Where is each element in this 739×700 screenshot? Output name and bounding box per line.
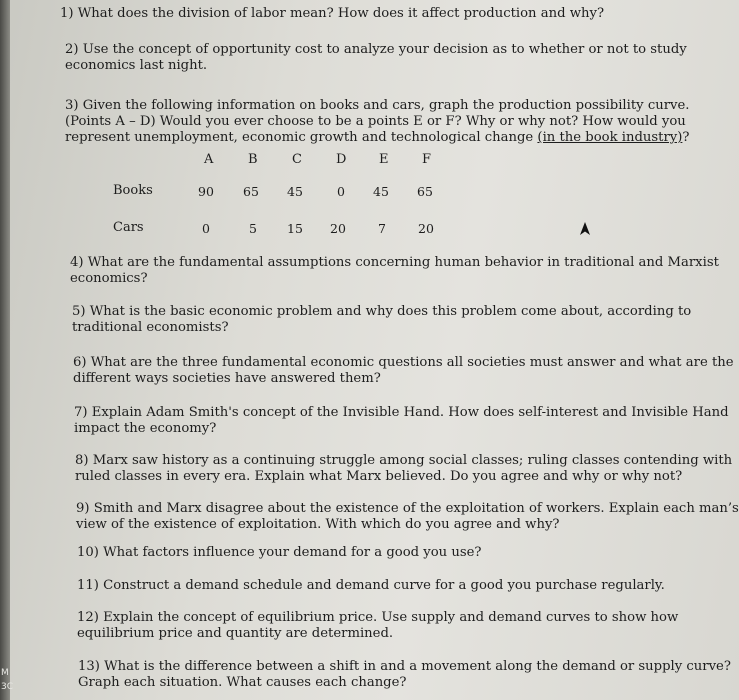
question-line: 10) What factors influence your demand for a good you use?: [77, 545, 482, 560]
question-line: 3) Given the following information on books and cars, graph the production possibility curve.: [65, 98, 690, 113]
question-line-3: [65, 130, 689, 146]
question-11: [77, 578, 665, 594]
table-cell: 65: [243, 184, 259, 199]
question-line: 8) Marx saw history as a continuing struggle among social classes; ruling classes contending with: [75, 453, 733, 468]
question-1: [60, 6, 604, 22]
question-line: impact the economy?: [74, 421, 217, 436]
table-cell: 7: [378, 221, 386, 236]
question-4: [70, 255, 719, 287]
row-label-cars: Cars: [113, 220, 144, 235]
table-cell: 0: [202, 221, 210, 236]
question-12: [77, 610, 678, 642]
question-9: [76, 501, 739, 533]
question-text: represent unemployment, economic growth and technological change: [65, 130, 538, 145]
column-header-b: B: [248, 152, 258, 167]
question-3: [65, 98, 689, 146]
table-cell: 0: [337, 184, 345, 199]
question-2: [65, 42, 687, 74]
question-line: economics last night.: [65, 58, 208, 73]
edge-mark: 3C: [1, 682, 14, 692]
question-line: 9) Smith and Marx disagree about the existence of the exploitation of workers. Explain each man’s: [76, 501, 739, 516]
question-6: [73, 355, 734, 387]
question-10: [77, 545, 482, 561]
question-13: [78, 659, 731, 691]
question-line: economics?: [70, 271, 148, 286]
table-cell: 90: [198, 184, 214, 199]
table-cell: 5: [249, 221, 257, 236]
question-line: 4) What are the fundamental assumptions concerning human behavior in traditional and Marxist: [70, 255, 719, 270]
table-cell: 20: [418, 221, 434, 236]
column-header-a: A: [204, 152, 214, 167]
question-8: [75, 453, 732, 485]
column-header-e: E: [379, 152, 389, 167]
question-line: 5) What is the basic economic problem and why does this problem come about, according to: [72, 304, 692, 319]
question-7: [74, 405, 729, 437]
question-line: ruled classes in every era. Explain what Marx believed. Do you agree and why or why not?: [75, 469, 683, 484]
mouse-cursor-icon: [578, 221, 592, 237]
question-text: ?: [682, 130, 690, 145]
question-line: traditional economists?: [72, 320, 229, 335]
underlined-phrase: (in the book industry): [537, 130, 683, 145]
question-line: 7) Explain Adam Smith's concept of the Invisible Hand. How does self-interest and Invisible Hand: [74, 405, 729, 420]
left-edge-shadow: [0, 0, 10, 700]
table-cell: 15: [287, 221, 303, 236]
question-line: 1) What does the division of labor mean? How does it affect production and why?: [60, 6, 605, 21]
table-cell: 65: [417, 184, 433, 199]
table-cell: 20: [330, 221, 346, 236]
column-header-d: D: [336, 152, 347, 167]
row-label-books: Books: [113, 183, 153, 198]
question-5: [72, 304, 691, 336]
question-line: 6) What are the three fundamental economic questions all societies must answer and what are the: [73, 355, 734, 370]
question-line: Graph each situation. What causes each change?: [78, 675, 407, 690]
edge-mark: M: [1, 668, 9, 678]
question-line: (Points A – D) Would you ever choose to be a points E or F? Why or why not? How would you: [65, 114, 686, 129]
question-line: different ways societies have answered them?: [73, 371, 381, 386]
question-line: equilibrium price and quantity are determined.: [77, 626, 394, 641]
question-line: view of the existence of exploitation. With which do you agree and why?: [76, 517, 560, 532]
table-cell: 45: [373, 184, 389, 199]
column-header-f: F: [422, 152, 432, 167]
column-header-c: C: [292, 152, 302, 167]
table-cell: 45: [287, 184, 303, 199]
question-line: 12) Explain the concept of equilibrium price. Use supply and demand curves to show how: [77, 610, 679, 625]
question-line: 13) What is the difference between a shift in and a movement along the demand or supply curve?: [78, 659, 731, 674]
question-line: 11) Construct a demand schedule and demand curve for a good you purchase regularly.: [77, 578, 665, 593]
question-line: 2) Use the concept of opportunity cost to analyze your decision as to whether or not to study: [65, 42, 687, 57]
